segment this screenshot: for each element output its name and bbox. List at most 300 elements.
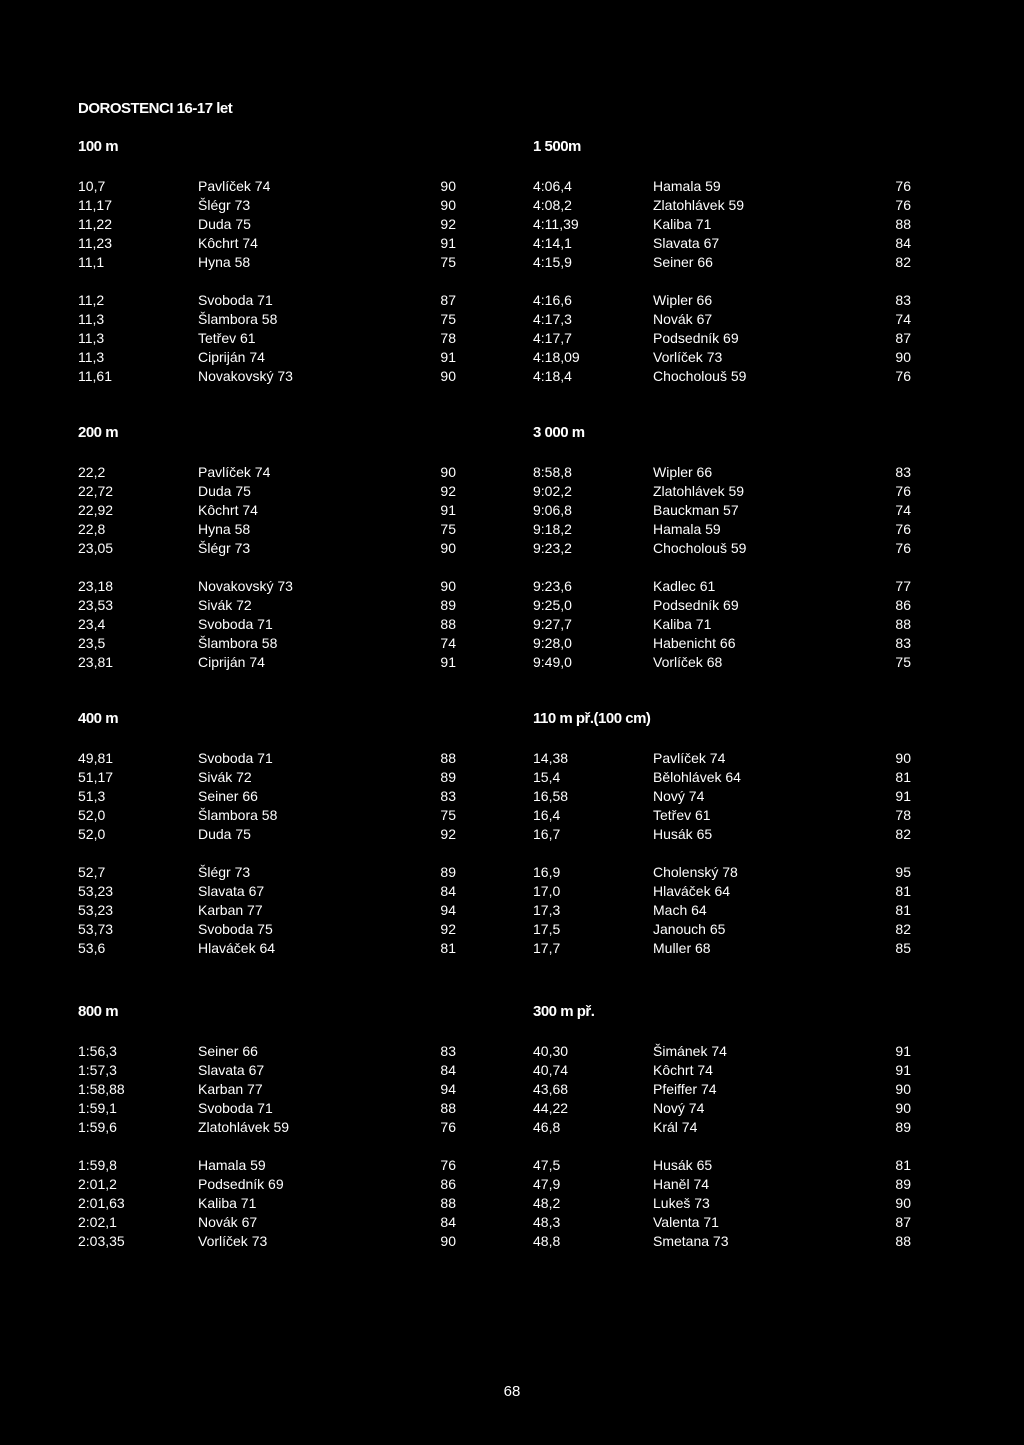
- result-row: [533, 329, 911, 348]
- result-value: 15,4: [533, 769, 561, 785]
- result-year: 78: [440, 330, 456, 346]
- result-value: 9:23,2: [533, 540, 572, 556]
- result-value: 51,17: [78, 769, 114, 785]
- result-row: [78, 806, 456, 825]
- athlete-name: Pavlíček 74: [198, 178, 271, 194]
- result-value: 48,2: [533, 1195, 561, 1211]
- result-row: [78, 596, 456, 615]
- result-row: [533, 806, 911, 825]
- athlete-name: Král 74: [653, 1119, 698, 1135]
- result-year: 81: [895, 902, 911, 918]
- athlete-name: Vorlíček 73: [198, 1233, 268, 1249]
- result-row: [78, 825, 456, 844]
- result-year: 91: [895, 788, 911, 804]
- result-row: [533, 310, 911, 329]
- result-row: [533, 749, 911, 768]
- result-year: 84: [440, 883, 456, 899]
- result-year: 91: [895, 1062, 911, 1078]
- result-value: 9:02,2: [533, 483, 572, 499]
- athlete-name: Sivák 72: [198, 597, 252, 613]
- result-row: [533, 920, 911, 939]
- athlete-name: Slavata 67: [198, 1062, 265, 1078]
- result-year: 94: [440, 902, 456, 918]
- result-value: 16,7: [533, 826, 561, 842]
- section-heading: 110 m př.(100 cm): [533, 710, 651, 727]
- page-number: 68: [503, 1383, 521, 1400]
- result-row: [533, 501, 911, 520]
- athlete-name: Karban 77: [198, 1081, 263, 1097]
- result-value: 4:18,09: [533, 349, 580, 365]
- result-year: 91: [895, 1043, 911, 1059]
- result-row: [533, 1080, 911, 1099]
- result-year: 90: [440, 368, 456, 384]
- athlete-name: Kaliba 71: [653, 616, 712, 632]
- result-value: 4:17,3: [533, 311, 572, 327]
- result-row: [533, 1213, 911, 1232]
- result-value: 9:06,8: [533, 502, 572, 518]
- result-year: 81: [895, 1157, 911, 1173]
- result-year: 89: [895, 1119, 911, 1135]
- result-year: 83: [440, 1043, 456, 1059]
- result-value: 44,22: [533, 1100, 569, 1116]
- result-value: 11,22: [78, 216, 112, 232]
- athlete-name: Sivák 72: [198, 769, 252, 785]
- result-value: 4:15,9: [533, 254, 572, 270]
- athlete-name: Hyna 58: [198, 254, 251, 270]
- result-row: [533, 577, 911, 596]
- result-value: 52,0: [78, 807, 106, 823]
- athlete-name: Husák 65: [653, 1157, 713, 1173]
- athlete-name: Novakovský 73: [198, 368, 293, 384]
- result-row: [78, 863, 456, 882]
- result-year: 88: [440, 1100, 456, 1116]
- result-row: [78, 291, 456, 310]
- athlete-name: Šlambora 58: [198, 311, 278, 327]
- result-year: 94: [440, 1081, 456, 1097]
- athlete-name: Bělohlávek 64: [653, 769, 741, 785]
- result-year: 76: [895, 368, 911, 384]
- result-value: 17,3: [533, 902, 561, 918]
- result-value: 4:11,39: [533, 216, 579, 232]
- result-row: [78, 177, 456, 196]
- result-year: 89: [895, 1176, 911, 1192]
- result-value: 52,0: [78, 826, 106, 842]
- result-year: 90: [440, 178, 456, 194]
- result-value: 1:58,88: [78, 1081, 125, 1097]
- result-row: [78, 1099, 456, 1118]
- athlete-name: Lukeš 73: [653, 1195, 710, 1211]
- result-year: 76: [895, 540, 911, 556]
- result-row: [78, 787, 456, 806]
- result-year: 91: [440, 235, 456, 251]
- result-value: 40,74: [533, 1062, 569, 1078]
- result-value: 53,23: [78, 883, 114, 899]
- result-row: [533, 253, 911, 272]
- athlete-name: Janouch 65: [653, 921, 726, 937]
- athlete-name: Habenicht 66: [653, 635, 736, 651]
- athlete-name: Zlatohlávek 59: [653, 483, 745, 499]
- athlete-name: Svoboda 71: [198, 616, 273, 632]
- result-year: 87: [895, 1214, 911, 1230]
- result-year: 83: [895, 292, 911, 308]
- result-row: [78, 901, 456, 920]
- result-row: [533, 634, 911, 653]
- result-row: [533, 348, 911, 367]
- result-year: 91: [440, 349, 456, 365]
- result-row: [78, 1232, 456, 1251]
- result-value: 11,3: [78, 311, 105, 327]
- athlete-name: Šlambora 58: [198, 807, 278, 823]
- result-value: 11,3: [78, 330, 105, 346]
- result-value: 4:17,7: [533, 330, 572, 346]
- result-year: 86: [440, 1176, 456, 1192]
- result-year: 90: [440, 197, 456, 213]
- result-row: [533, 1118, 911, 1137]
- athlete-name: Seiner 66: [198, 1043, 258, 1059]
- result-row: [78, 768, 456, 787]
- result-value: 1:59,1: [78, 1100, 117, 1116]
- athlete-name: Pavlíček 74: [198, 464, 271, 480]
- athlete-name: Kaliba 71: [653, 216, 712, 232]
- result-year: 92: [440, 826, 456, 842]
- result-value: 1:57,3: [78, 1062, 117, 1078]
- result-year: 84: [895, 235, 911, 251]
- result-value: 1:59,8: [78, 1157, 117, 1173]
- result-row: [533, 177, 911, 196]
- athlete-name: Šimánek 74: [653, 1043, 727, 1059]
- result-row: [78, 482, 456, 501]
- athlete-name: Chocholouš 59: [653, 540, 747, 556]
- athlete-name: Smetana 73: [653, 1233, 729, 1249]
- result-year: 76: [895, 483, 911, 499]
- result-value: 48,3: [533, 1214, 561, 1230]
- result-row: [78, 882, 456, 901]
- result-year: 87: [895, 330, 911, 346]
- result-row: [78, 939, 456, 958]
- result-year: 92: [440, 921, 456, 937]
- result-year: 84: [440, 1214, 456, 1230]
- result-value: 53,6: [78, 940, 106, 956]
- athlete-name: Šlambora 58: [198, 635, 278, 651]
- athlete-name: Slavata 67: [653, 235, 720, 251]
- result-value: 9:23,6: [533, 578, 572, 594]
- result-year: 74: [440, 635, 456, 651]
- result-row: [533, 882, 911, 901]
- result-year: 89: [440, 769, 456, 785]
- result-value: 14,38: [533, 750, 569, 766]
- result-year: 83: [895, 635, 911, 651]
- athlete-name: Cholenský 78: [653, 864, 738, 880]
- athlete-name: Duda 75: [198, 483, 251, 499]
- result-value: 9:25,0: [533, 597, 572, 613]
- athlete-name: Chocholouš 59: [653, 368, 747, 384]
- result-row: [78, 1213, 456, 1232]
- result-row: [78, 196, 456, 215]
- athlete-name: Duda 75: [198, 826, 251, 842]
- section-heading: 800 m: [78, 1003, 119, 1020]
- athlete-name: Novák 67: [653, 311, 713, 327]
- result-value: 48,8: [533, 1233, 561, 1249]
- result-year: 95: [895, 864, 911, 880]
- result-year: 81: [440, 940, 456, 956]
- result-row: [533, 1194, 911, 1213]
- result-year: 83: [440, 788, 456, 804]
- athlete-name: Hyna 58: [198, 521, 251, 537]
- result-value: 2:02,1: [78, 1214, 117, 1230]
- athlete-name: Duda 75: [198, 216, 251, 232]
- result-year: 87: [440, 292, 456, 308]
- result-value: 23,18: [78, 578, 114, 594]
- result-row: [78, 253, 456, 272]
- result-row: [533, 653, 911, 672]
- result-row: [78, 1080, 456, 1099]
- result-value: 22,2: [78, 464, 106, 480]
- result-year: 90: [895, 349, 911, 365]
- result-year: 88: [440, 616, 456, 632]
- result-value: 23,53: [78, 597, 114, 613]
- athlete-name: Svoboda 75: [198, 921, 273, 937]
- result-year: 82: [895, 921, 911, 937]
- result-value: 22,72: [78, 483, 114, 499]
- result-year: 75: [440, 311, 456, 327]
- result-row: [78, 520, 456, 539]
- result-year: 88: [895, 1233, 911, 1249]
- result-value: 16,58: [533, 788, 569, 804]
- result-row: [533, 463, 911, 482]
- result-year: 89: [440, 864, 456, 880]
- athlete-name: Husák 65: [653, 826, 713, 842]
- result-row: [533, 596, 911, 615]
- athlete-name: Pavlíček 74: [653, 750, 726, 766]
- result-row: [533, 196, 911, 215]
- athlete-name: Tetřev 61: [653, 807, 711, 823]
- result-value: 11,2: [78, 292, 105, 308]
- result-year: 90: [895, 1195, 911, 1211]
- result-value: 22,92: [78, 502, 114, 518]
- result-year: 81: [895, 883, 911, 899]
- result-year: 76: [895, 197, 911, 213]
- athlete-name: Seiner 66: [653, 254, 713, 270]
- result-year: 78: [895, 807, 911, 823]
- section-heading: 1 500m: [533, 138, 581, 155]
- section-heading: 200 m: [78, 424, 119, 441]
- athlete-name: Kôchrt 74: [653, 1062, 713, 1078]
- athlete-name: Vorlíček 73: [653, 349, 723, 365]
- athlete-name: Tetřev 61: [198, 330, 256, 346]
- result-year: 76: [440, 1157, 456, 1173]
- result-row: [78, 1175, 456, 1194]
- athlete-name: Hamala 59: [653, 521, 721, 537]
- result-row: [78, 1194, 456, 1213]
- result-row: [533, 367, 911, 386]
- result-year: 88: [440, 750, 456, 766]
- result-row: [78, 615, 456, 634]
- result-year: 75: [440, 254, 456, 270]
- result-year: 92: [440, 216, 456, 232]
- athlete-name: Muller 68: [653, 940, 711, 956]
- athlete-name: Karban 77: [198, 902, 263, 918]
- result-row: [533, 1061, 911, 1080]
- result-year: 81: [895, 769, 911, 785]
- athlete-name: Kaliba 71: [198, 1195, 257, 1211]
- result-value: 43,68: [533, 1081, 569, 1097]
- result-value: 1:56,3: [78, 1043, 117, 1059]
- section-heading: 3 000 m: [533, 424, 585, 441]
- result-year: 88: [895, 616, 911, 632]
- result-value: 22,8: [78, 521, 106, 537]
- result-row: [78, 749, 456, 768]
- result-value: 11,3: [78, 349, 105, 365]
- result-year: 90: [440, 578, 456, 594]
- athlete-name: Pfeiffer 74: [653, 1081, 717, 1097]
- result-value: 2:01,2: [78, 1176, 117, 1192]
- result-row: [78, 1042, 456, 1061]
- result-value: 17,0: [533, 883, 561, 899]
- result-row: [78, 634, 456, 653]
- result-year: 82: [895, 254, 911, 270]
- result-value: 23,81: [78, 654, 114, 670]
- result-value: 11,23: [78, 235, 112, 251]
- athlete-name: Cipriján 74: [198, 654, 265, 670]
- result-value: 11,61: [78, 368, 112, 384]
- result-year: 84: [440, 1062, 456, 1078]
- athlete-name: Podsedník 69: [653, 597, 739, 613]
- result-value: 4:16,6: [533, 292, 572, 308]
- athlete-name: Podsedník 69: [653, 330, 739, 346]
- result-value: 49,81: [78, 750, 114, 766]
- athlete-name: Šlégr 73: [198, 864, 251, 880]
- result-value: 9:27,7: [533, 616, 572, 632]
- athlete-name: Zlatohlávek 59: [653, 197, 745, 213]
- result-year: 88: [440, 1195, 456, 1211]
- result-row: [78, 920, 456, 939]
- result-year: 76: [440, 1119, 456, 1135]
- result-value: 1:59,6: [78, 1119, 117, 1135]
- result-row: [533, 520, 911, 539]
- result-row: [533, 863, 911, 882]
- athlete-name: Nový 74: [653, 788, 705, 804]
- result-row: [78, 329, 456, 348]
- result-value: 23,05: [78, 540, 114, 556]
- athlete-name: Svoboda 71: [198, 750, 273, 766]
- athlete-name: Kôchrt 74: [198, 502, 258, 518]
- result-year: 76: [895, 521, 911, 537]
- result-year: 90: [440, 1233, 456, 1249]
- result-value: 53,23: [78, 902, 114, 918]
- athlete-name: Šlégr 73: [198, 540, 251, 556]
- athlete-name: Nový 74: [653, 1100, 705, 1116]
- result-year: 91: [440, 654, 456, 670]
- athlete-name: Cipriján 74: [198, 349, 265, 365]
- result-year: 77: [895, 578, 911, 594]
- result-value: 51,3: [78, 788, 106, 804]
- result-value: 16,4: [533, 807, 561, 823]
- result-year: 75: [440, 807, 456, 823]
- result-value: 23,5: [78, 635, 106, 651]
- result-row: [78, 348, 456, 367]
- result-value: 16,9: [533, 864, 561, 880]
- athlete-name: Bauckman 57: [653, 502, 739, 518]
- athlete-name: Haněl 74: [653, 1176, 710, 1192]
- result-year: 82: [895, 826, 911, 842]
- athlete-name: Valenta 71: [653, 1214, 719, 1230]
- result-value: 47,5: [533, 1157, 561, 1173]
- result-value: 40,30: [533, 1043, 569, 1059]
- result-year: 90: [440, 540, 456, 556]
- result-value: 17,7: [533, 940, 561, 956]
- result-value: 11,17: [78, 197, 112, 213]
- athlete-name: Svoboda 71: [198, 292, 273, 308]
- result-row: [533, 1232, 911, 1251]
- athlete-name: Wipler 66: [653, 292, 713, 308]
- result-value: 9:49,0: [533, 654, 572, 670]
- result-year: 75: [895, 654, 911, 670]
- athlete-name: Novakovský 73: [198, 578, 293, 594]
- result-value: 10,7: [78, 178, 106, 194]
- result-value: 17,5: [533, 921, 561, 937]
- athlete-name: Novák 67: [198, 1214, 258, 1230]
- result-value: 8:58,8: [533, 464, 572, 480]
- section-heading: 400 m: [78, 710, 119, 727]
- result-row: [533, 539, 911, 558]
- result-value: 4:14,1: [533, 235, 572, 251]
- result-year: 91: [440, 502, 456, 518]
- page-title: DOROSTENCI 16-17 let: [78, 100, 233, 117]
- athlete-name: Wipler 66: [653, 464, 713, 480]
- result-row: [78, 577, 456, 596]
- result-year: 83: [895, 464, 911, 480]
- result-row: [78, 653, 456, 672]
- result-row: [533, 234, 911, 253]
- section-heading: 100 m: [78, 138, 119, 155]
- result-year: 76: [895, 178, 911, 194]
- result-row: [533, 768, 911, 787]
- result-row: [78, 310, 456, 329]
- result-row: [78, 367, 456, 386]
- result-row: [533, 615, 911, 634]
- result-row: [78, 539, 456, 558]
- athlete-name: Slavata 67: [198, 883, 265, 899]
- result-row: [533, 1042, 911, 1061]
- result-row: [78, 1061, 456, 1080]
- result-value: 11,1: [78, 254, 105, 270]
- result-row: [78, 501, 456, 520]
- result-year: 90: [440, 464, 456, 480]
- athlete-name: Hlaváček 64: [198, 940, 276, 956]
- result-year: 86: [895, 597, 911, 613]
- result-row: [533, 1099, 911, 1118]
- result-value: 47,9: [533, 1176, 561, 1192]
- result-row: [533, 215, 911, 234]
- athlete-name: Hamala 59: [198, 1157, 266, 1173]
- result-value: 2:03,35: [78, 1233, 125, 1249]
- result-row: [533, 482, 911, 501]
- result-value: 46,8: [533, 1119, 561, 1135]
- athlete-name: Podsedník 69: [198, 1176, 284, 1192]
- result-row: [533, 901, 911, 920]
- result-row: [78, 463, 456, 482]
- athlete-name: Seiner 66: [198, 788, 258, 804]
- result-row: [78, 215, 456, 234]
- athlete-name: Svoboda 71: [198, 1100, 273, 1116]
- result-year: 90: [895, 750, 911, 766]
- result-row: [533, 825, 911, 844]
- result-value: 23,4: [78, 616, 106, 632]
- result-year: 92: [440, 483, 456, 499]
- result-row: [78, 1118, 456, 1137]
- section-heading: 300 m př.: [533, 1003, 595, 1020]
- result-row: [533, 1175, 911, 1194]
